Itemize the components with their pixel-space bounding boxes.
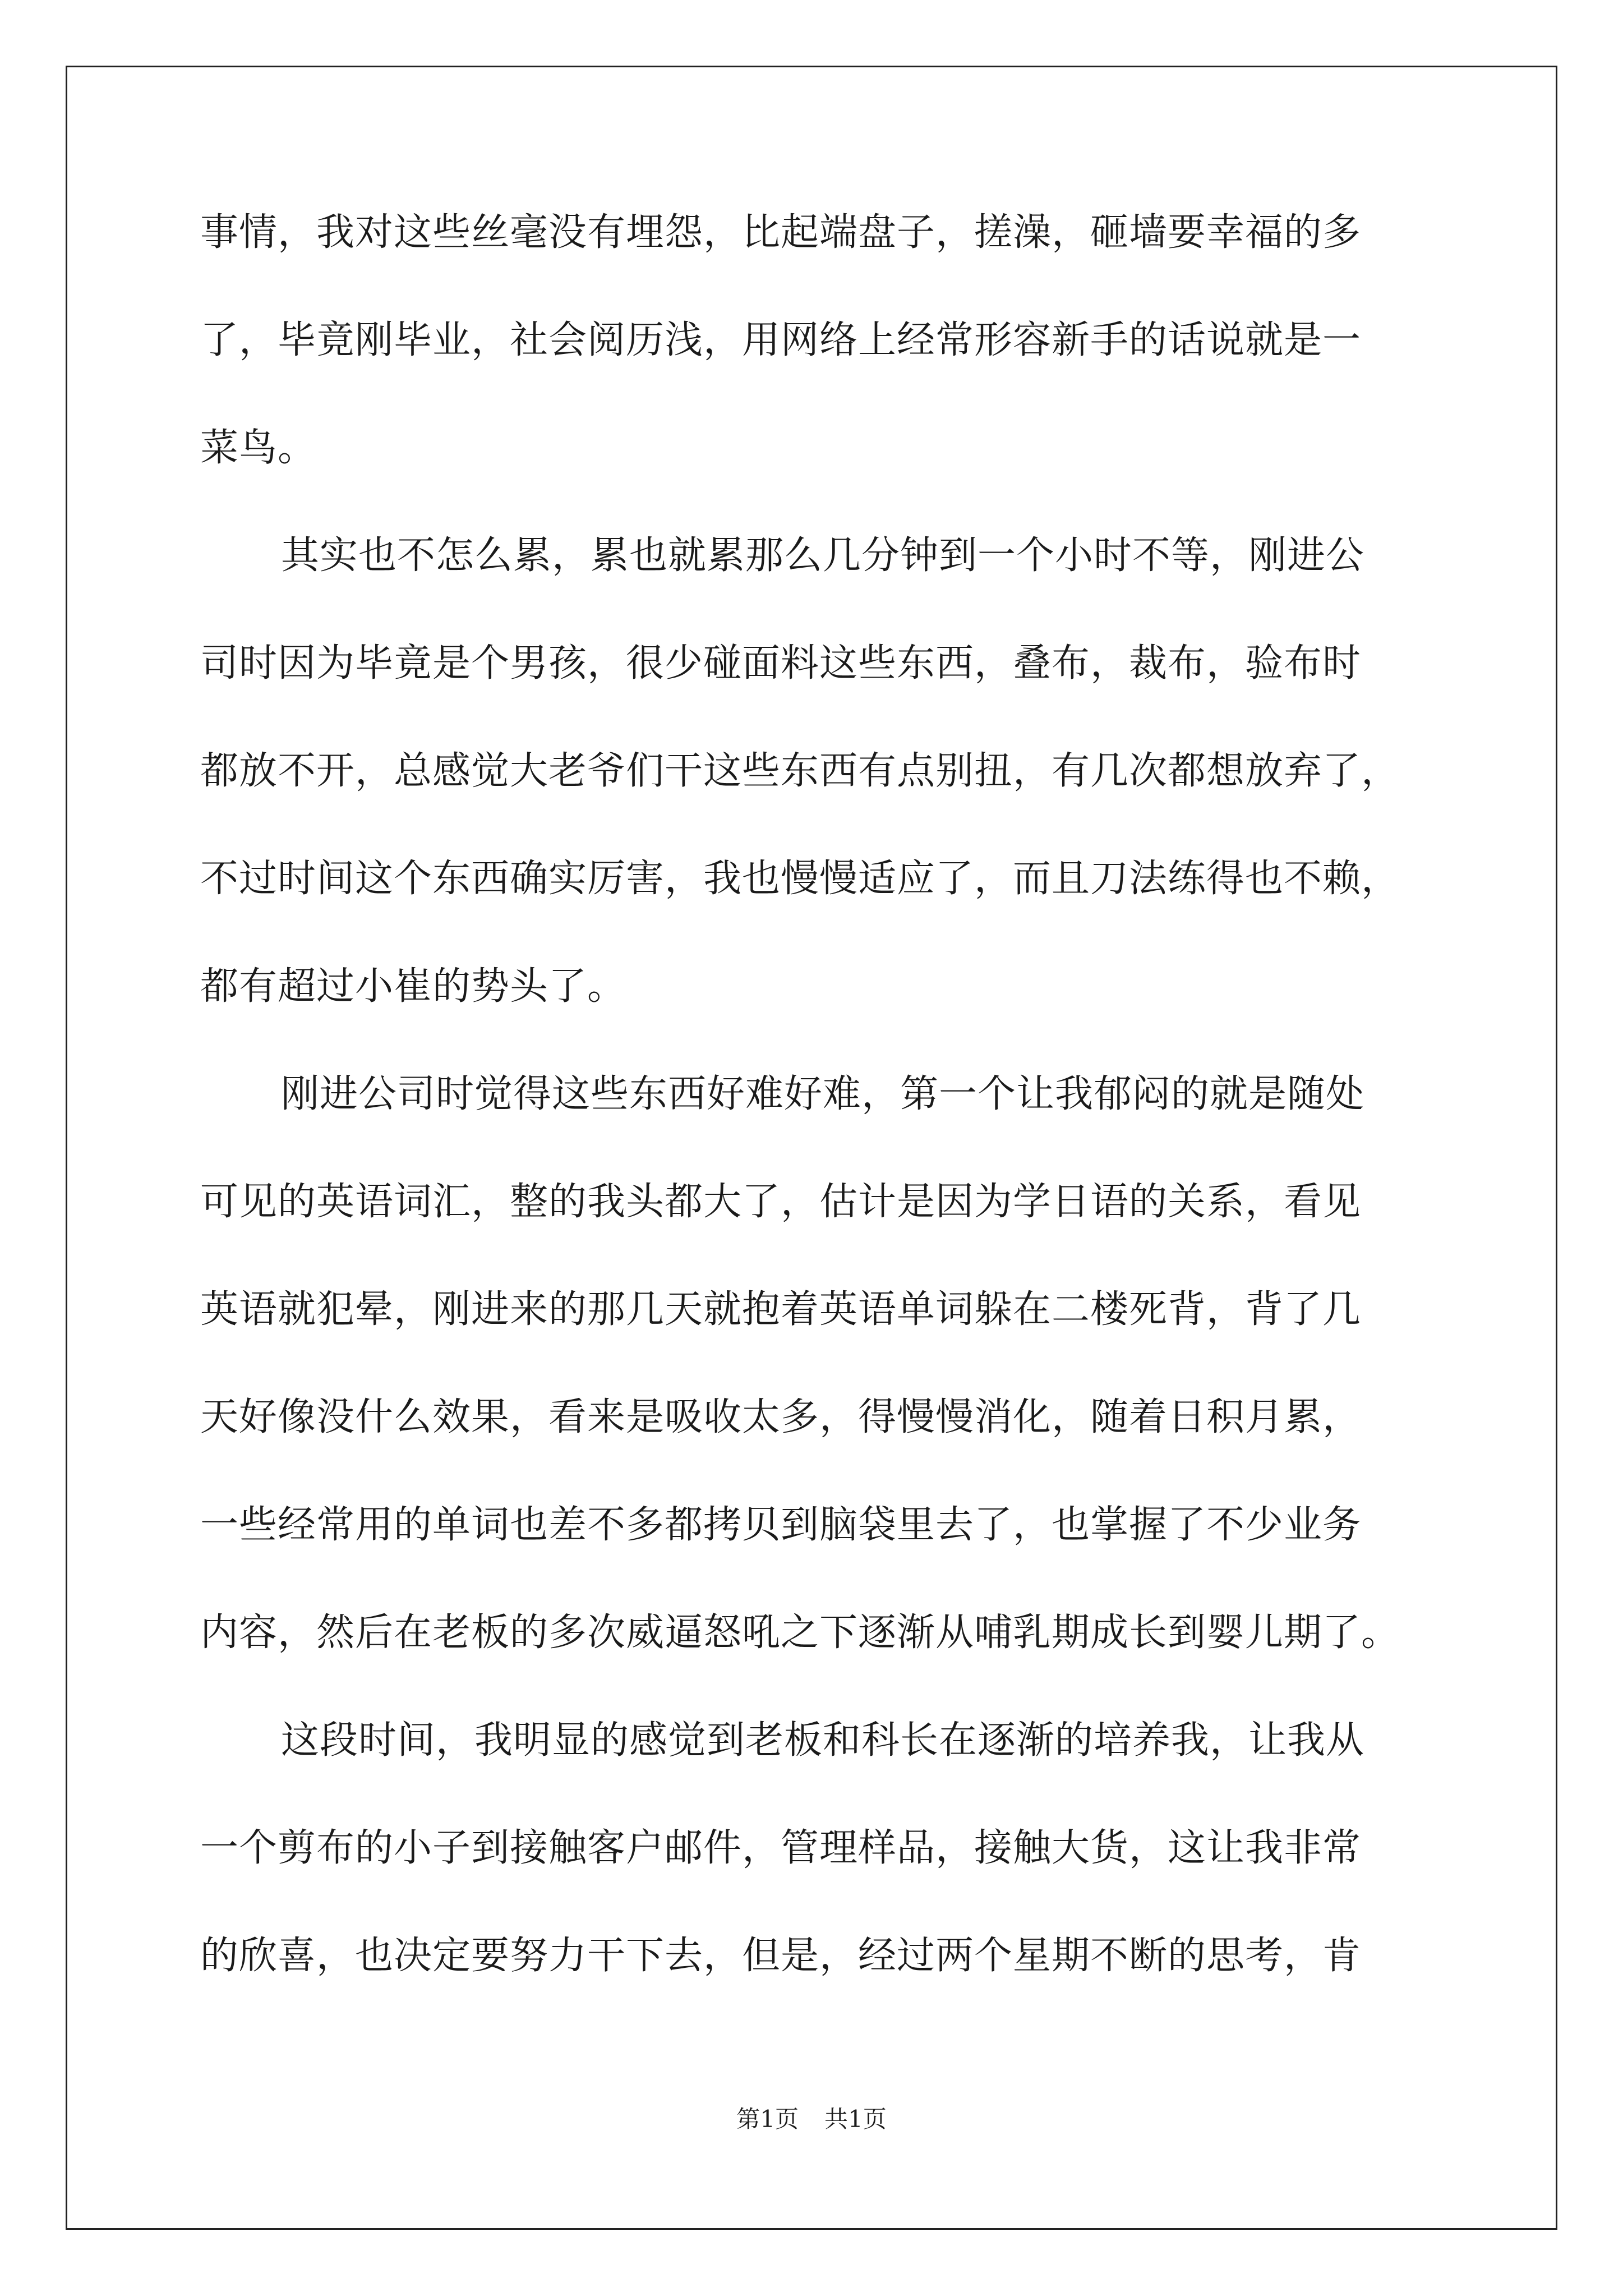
text-line: 事情，我对这些丝毫没有埋怨，比起端盘子，搓澡，砸墙要幸福的多 bbox=[200, 210, 1362, 255]
text-line: 了，毕竟刚毕业，社会阅历浅，用网络上经常形容新手的话说就是一 bbox=[200, 318, 1362, 362]
page-footer bbox=[0, 2101, 1623, 2134]
text-line: 这段时间，我明显的感觉到老板和科长在逐渐的培养我，让我从 bbox=[281, 1718, 1365, 1763]
text-line: 天好像没什么效果，看来是吸收太多，得慢慢消化，随着日积月累， bbox=[200, 1395, 1362, 1439]
text-line: 不过时间这个东西确实厉害，我也慢慢适应了，而且刀法练得也不赖， bbox=[200, 857, 1400, 901]
text-line: 英语就犯晕，刚进来的那几天就抱着英语单词躲在二楼死背，背了几 bbox=[200, 1287, 1362, 1332]
page-number: 第1页 bbox=[736, 2105, 799, 2133]
page-frame bbox=[66, 66, 1557, 2230]
page-total: 共1页 bbox=[824, 2105, 887, 2133]
text-line: 一些经常用的单词也差不多都拷贝到脑袋里去了，也掌握了不少业务 bbox=[200, 1503, 1362, 1547]
text-line: 一个剪布的小子到接触客户邮件，管理样品，接触大货，这让我非常 bbox=[200, 1826, 1362, 1870]
text-line: 其实也不怎么累，累也就累那么几分钟到一个小时不等，刚进公 bbox=[281, 533, 1365, 578]
text-line: 可见的英语词汇，整的我头都大了，估计是因为学日语的关系，看见 bbox=[200, 1180, 1362, 1224]
text-line: 都有超过小崔的势头了。 bbox=[200, 964, 626, 1009]
text-line: 菜鸟。 bbox=[200, 426, 317, 470]
text-line: 内容，然后在老板的多次威逼怒吼之下逐渐从哺乳期成长到婴儿期了。 bbox=[200, 1611, 1400, 1655]
text-line: 司时因为毕竟是个男孩，很少碰面料这些东西，叠布，裁布，验布时 bbox=[200, 641, 1362, 685]
text-line: 的欣喜，也决定要努力干下去，但是，经过两个星期不断的思考，肯 bbox=[200, 1934, 1362, 1978]
text-line: 刚进公司时觉得这些东西好难好难，第一个让我郁闷的就是随处 bbox=[281, 1072, 1365, 1116]
text-line: 都放不开，总感觉大老爷们干这些东西有点别扭，有几次都想放弃了， bbox=[200, 749, 1400, 793]
